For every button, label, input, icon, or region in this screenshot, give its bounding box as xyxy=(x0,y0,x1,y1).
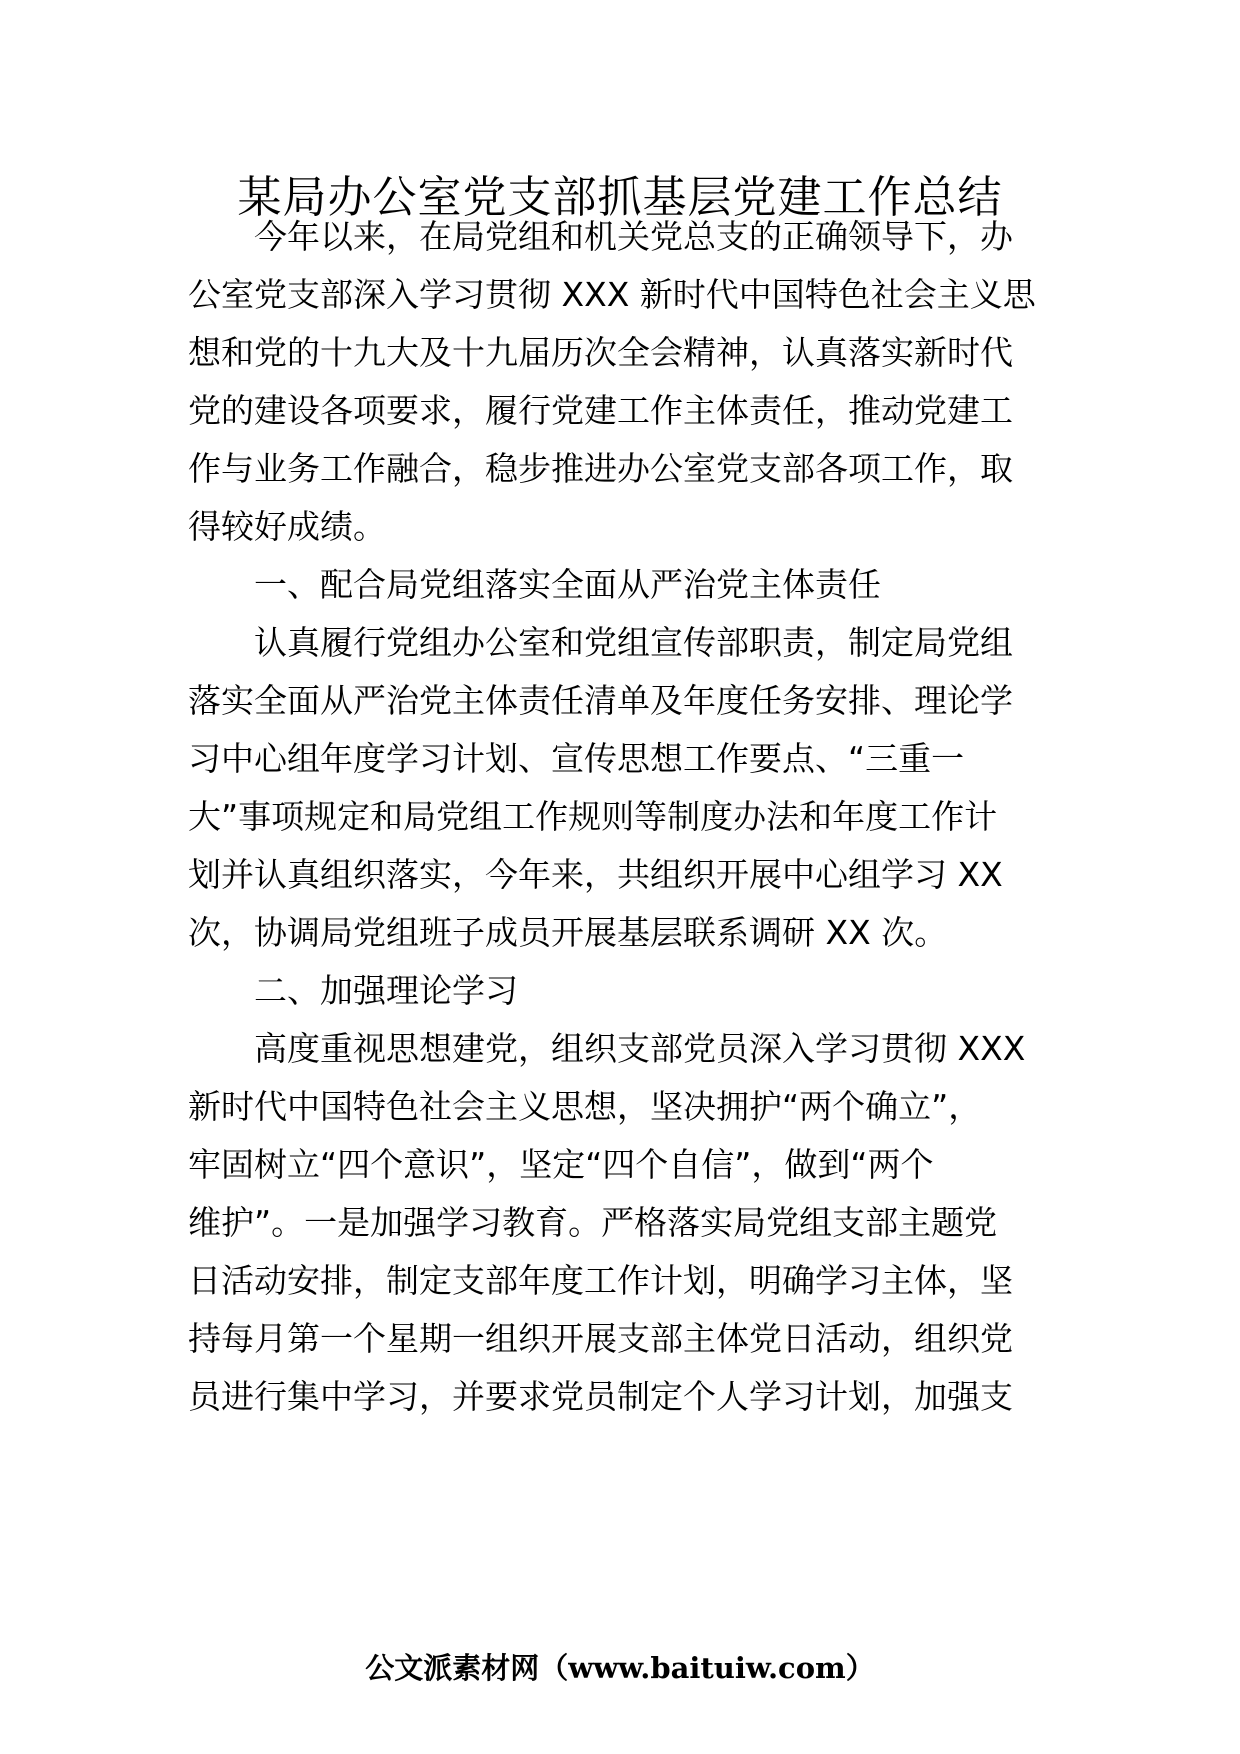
text-line: 日活动安排，制定支部年度工作计划，明确学习主体，坚 xyxy=(188,1261,1013,1300)
text-line: 习中心组年度学习计划、宣传思想工作要点、“三重一 xyxy=(188,739,965,778)
document-title: 某局办公室党支部抓基层党建工作总结 xyxy=(237,172,1003,223)
text-line: 牢固树立“四个意识”，坚定“四个自信”，做到“两个 xyxy=(188,1145,934,1184)
section-heading: 二、加强理论学习 xyxy=(254,971,518,1010)
text-line: 今年以来，在局党组和机关党总支的正确领导下，办 xyxy=(254,217,1013,256)
footer-source: 公文派素材网（www.baituiw.com） xyxy=(365,1651,875,1685)
text-line: 作与业务工作融合，稳步推进办公室党支部各项工作，取 xyxy=(188,449,1013,488)
text-line: 持每月第一个星期一组织开展支部主体党日活动，组织党 xyxy=(188,1319,1013,1358)
text-line: 新时代中国特色社会主义思想，坚决拥护“两个确立”， xyxy=(188,1087,982,1126)
text-line: 党的建设各项要求，履行党建工作主体责任，推动党建工 xyxy=(188,391,1013,430)
text-line: 想和党的十九大及十九届历次全会精神，认真落实新时代 xyxy=(188,333,1013,372)
section-heading: 一、配合局党组落实全面从严治党主体责任 xyxy=(254,565,881,604)
text-line: 员进行集中学习，并要求党员制定个人学习计划，加强支 xyxy=(188,1377,1013,1416)
text-line: 大”事项规定和局党组工作规则等制度办法和年度工作计 xyxy=(188,797,998,836)
text-line: 得较好成绩。 xyxy=(188,507,386,546)
text-line: 落实全面从严治党主体责任清单及年度任务安排、理论学 xyxy=(188,681,1013,720)
text-line: 高度重视思想建党，组织支部党员深入学习贯彻 XXX xyxy=(254,1029,1026,1068)
text-line: 公室党支部深入学习贯彻 XXX 新时代中国特色社会主义思 xyxy=(188,275,1036,314)
text-line: 次，协调局党组班子成员开展基层联系调研 XX 次。 xyxy=(188,913,948,952)
text-line: 认真履行党组办公室和党组宣传部职责，制定局党组 xyxy=(254,623,1013,662)
text-line: 划并认真组织落实，今年来，共组织开展中心组学习 XX xyxy=(188,855,1003,894)
text-line: 维护”。一是加强学习教育。严格落实局党组支部主题党 xyxy=(188,1203,998,1242)
